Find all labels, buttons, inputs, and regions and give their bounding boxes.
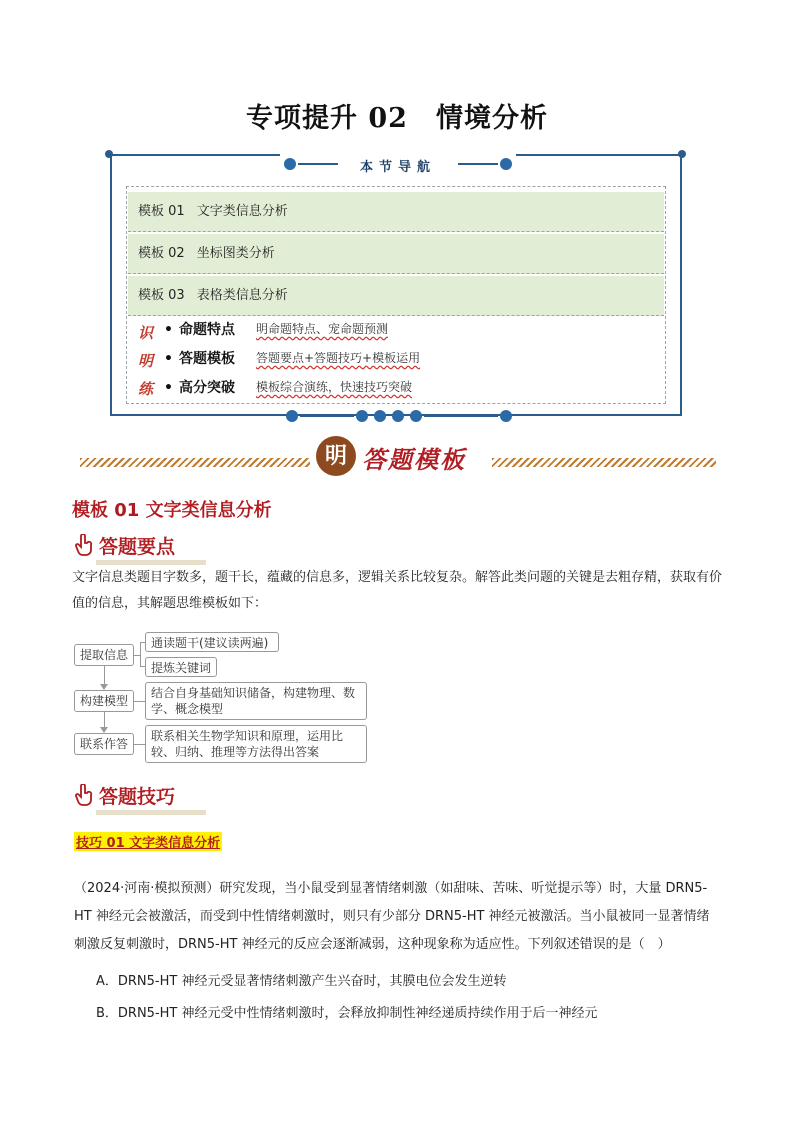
- side-char: 练: [138, 380, 154, 398]
- nav-item-template-02[interactable]: [128, 234, 664, 274]
- flow-step-box: 提取信息: [74, 644, 134, 666]
- bullet-desc: 明命题特点、宠命题预测: [256, 322, 389, 336]
- pointing-hand-icon: [74, 534, 94, 556]
- flow-arrow: [100, 684, 108, 690]
- side-char: 明: [138, 352, 154, 370]
- banner-seal: 明: [316, 436, 356, 476]
- bullet-label: 命题特点: [178, 322, 235, 338]
- flow-connector: [104, 666, 105, 684]
- key-points-heading: [74, 532, 175, 559]
- flow-detail-box: 结合自身基础知识储备，构建物理、数学、概念模型: [145, 682, 367, 720]
- nav-item-template-01[interactable]: [128, 192, 664, 232]
- nav-item-label: 表格类信息分析: [196, 288, 288, 303]
- bullet-item: • 高分突破: [164, 380, 235, 396]
- banner-hatch-right: [492, 458, 716, 467]
- flow-detail-box: 提炼关键词: [145, 657, 217, 677]
- nav-item-code: 模板 03: [138, 288, 185, 303]
- corner-dot: [678, 150, 686, 158]
- heading-text: 答题技巧: [99, 786, 176, 808]
- page-title: 专项提升 02 情境分析: [246, 103, 548, 134]
- question-stem: （2024·河南·模拟预测）研究发现，当小鼠受到显著情绪刺激（如甜味、苦味、听觉提示等）时，大量 DRN5-HT 神经元会被激活，而受到中性情绪刺激时，则只有少部分 DRN5-HT 神经元被激活。当小鼠被同一显著情绪刺激反复刺激时，DRN5-HT 神经元的反应会逐渐减弱，这种现象称为适应性。下列叙述错误的是（ ）: [74, 881, 710, 952]
- heading-underbar: [96, 810, 206, 815]
- nav-item-template-03[interactable]: [128, 276, 664, 316]
- pointing-hand-icon: [74, 784, 94, 806]
- option-b[interactable]: B．DRN5-HT 神经元受中性情绪刺激时，会释放抑制性神经递质持续作用于后一神经元: [96, 1006, 598, 1021]
- banner-hatch-left: [80, 458, 310, 467]
- flow-step-box: 联系作答: [74, 733, 134, 755]
- nav-item-label: 文字类信息分析: [196, 204, 288, 219]
- flow-branch: [134, 744, 145, 745]
- intro-paragraph: 文字信息类题目字数多，题干长，蕴藏的信息多，逻辑关系比较复杂。解答此类问题的关键是去粗存精，获取有价值的信息，其解题思维模板如下：: [72, 570, 723, 611]
- bullet-label: 高分突破: [178, 380, 235, 396]
- side-char: 识: [138, 324, 154, 342]
- bullet-desc: 模板综合演练，快速技巧突破: [256, 380, 413, 394]
- heading-text: 答题要点: [99, 536, 176, 558]
- bullet-desc: 答题要点+答题技巧+模板运用: [256, 351, 421, 365]
- tip-label: 技巧 01 文字类信息分析: [74, 832, 222, 851]
- corner-dot: [105, 150, 113, 158]
- nav-header-label: 本节导航: [359, 160, 436, 175]
- flow-branch: [134, 701, 145, 702]
- flow-arrow: [100, 727, 108, 733]
- bullet-item: • 命题特点: [164, 322, 235, 338]
- flow-connector: [104, 712, 105, 727]
- flow-detail-box: 联系相关生物学知识和原理，运用比较、归纳、推理等方法得出答案: [145, 725, 367, 763]
- nav-item-label: 坐标图类分析: [196, 246, 275, 261]
- bullet-label: 答题模板: [178, 351, 235, 367]
- section-title: 模板 01 文字类信息分析: [72, 500, 272, 521]
- option-a[interactable]: A．DRN5-HT 神经元受显著情绪刺激产生兴奋时，其膜电位会发生逆转: [96, 974, 507, 989]
- nav-item-code: 模板 01: [138, 204, 185, 219]
- bullet-item: • 答题模板: [164, 351, 235, 367]
- banner-title: 答题模板: [362, 445, 466, 474]
- nav-item-code: 模板 02: [138, 246, 185, 261]
- skills-heading: [74, 782, 175, 809]
- flow-branch: [140, 642, 141, 667]
- flow-step-box: 构建模型: [74, 690, 134, 712]
- flow-detail-box: 通读题干(建议读两遍): [145, 632, 279, 652]
